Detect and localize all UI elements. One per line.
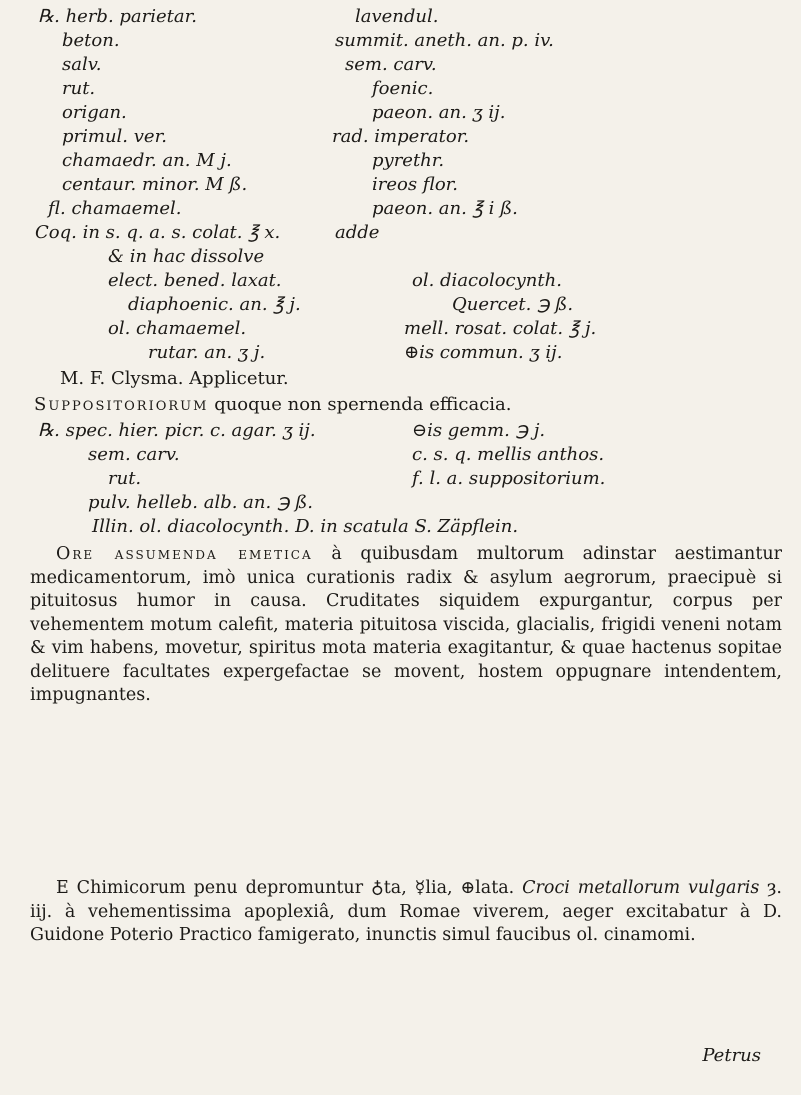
rx-left-line-3: salv. [62, 54, 102, 75]
supp-right-2: c. s. q. mellis anthos. [412, 444, 605, 465]
rx-left-line-8: centaur. minor. M ß. [62, 174, 248, 195]
ingredient-right-4: ⊕is commun. ʒ ij. [404, 342, 563, 363]
supp-right-3: f. l. a. suppositorium. [412, 468, 606, 489]
croci-italic: Croci metallorum vulgaris [522, 878, 760, 898]
rx-right-line-7: pyrethr. [372, 150, 445, 171]
ingredient-right-1: ol. diacolocynth. [412, 270, 562, 291]
rx-left-line-6: primul. ver. [62, 126, 167, 147]
rx-right-line-5: paeon. an. ʒ ij. [372, 102, 506, 123]
suppositoria-heading [34, 394, 512, 416]
rx-right-line-6: rad. imperator. [332, 126, 470, 147]
emetica-text: à quibusdam multorum adinstar aestimantur medicamentorum, imò unica curationis radix & asylum aegrorum, praecipuè si pituitosus humor in causa. Cruditates siquidem expurgantur, corpus per vehementem motum calefit, materia pituitosa viscida, glacialis, frigidi veneni notam & vim habens, movetur, spiritus mota materia exagitantur, & quae hactenus sopitae delituere facultates expergefactae se movent, hostem oppugnare intendentem, impugnantes. [30, 544, 782, 705]
paragraph-chimicorum [30, 877, 782, 948]
chimicorum-start: E Chimicorum penu depromuntur ♁ta, ☿lia, ⊕lata. [56, 878, 515, 898]
ingredient-left-4: rutar. an. ʒ j. [148, 342, 266, 363]
rx-left-line-9: fl. chamaemel. [48, 198, 182, 219]
supp-right-1: ⊖is gemm. ℈ j. [412, 420, 546, 441]
adde-word: adde [335, 222, 380, 243]
supp-left-1: ℞. spec. hier. picr. c. agar. ʒ ij. [38, 420, 316, 441]
rx-left-line-2: beton. [62, 30, 120, 51]
chimicorum-end: ȝ. iij. à vehementissima apoplexiâ, dum Romae viverem, aeger excitabatur à D. Guidone Poterio Practico famigerato, inunctis simul faucibus ol. cinamomi. [30, 878, 782, 945]
rx-right-line-2: summit. aneth. an. p. iv. [335, 30, 554, 51]
ingredient-left-3: ol. chamaemel. [108, 318, 247, 339]
illin-line: Illin. ol. diacolocynth. D. in scatula S. Zäpflein. [92, 516, 519, 537]
rx-right-line-3: sem. carv. [345, 54, 437, 75]
catchword: Petrus [702, 1045, 761, 1066]
dissolve-line: & in hac dissolve [108, 246, 265, 267]
rx-right-line-8: ireos flor. [372, 174, 459, 195]
body-paragraph-1 [30, 543, 782, 708]
rx-left-line-5: origan. [62, 102, 127, 123]
suppositoria-heading-rest: quoque non spernenda efficacia. [214, 394, 512, 415]
rx-left-line-1: ℞. herb. parietar. [38, 6, 197, 27]
body-paragraph-2 [30, 877, 782, 948]
ingredient-left-2: diaphoenic. an. ℥ j. [128, 294, 301, 315]
supp-left-3: rut. [108, 468, 142, 489]
rx-left-line-7: chamaedr. an. M j. [62, 150, 232, 171]
clysma-line: M. F. Clysma. Applicetur. [60, 368, 289, 389]
emetica-lead: Ore assumenda emetica [56, 544, 313, 564]
ingredient-right-2: Quercet. ℈ ß. [452, 294, 574, 315]
paragraph-emetica [30, 543, 782, 708]
rx-left-line-4: rut. [62, 78, 96, 99]
rx-right-line-1: lavendul. [355, 6, 439, 27]
ingredient-left-1: elect. bened. laxat. [108, 270, 282, 291]
supp-left-4: pulv. helleb. alb. an. ℈ ß. [88, 492, 313, 513]
rx-right-line-9: paeon. an. ℥ i ß. [372, 198, 518, 219]
suppositoria-heading-smallcaps: Suppositoriorum [34, 394, 209, 415]
coq-line: Coq. in s. q. a. s. colat. ℥ x. [35, 222, 281, 243]
rx-right-line-4: foenic. [372, 78, 434, 99]
ingredient-right-3: mell. rosat. colat. ℥ j. [404, 318, 597, 339]
supp-left-2: sem. carv. [88, 444, 180, 465]
